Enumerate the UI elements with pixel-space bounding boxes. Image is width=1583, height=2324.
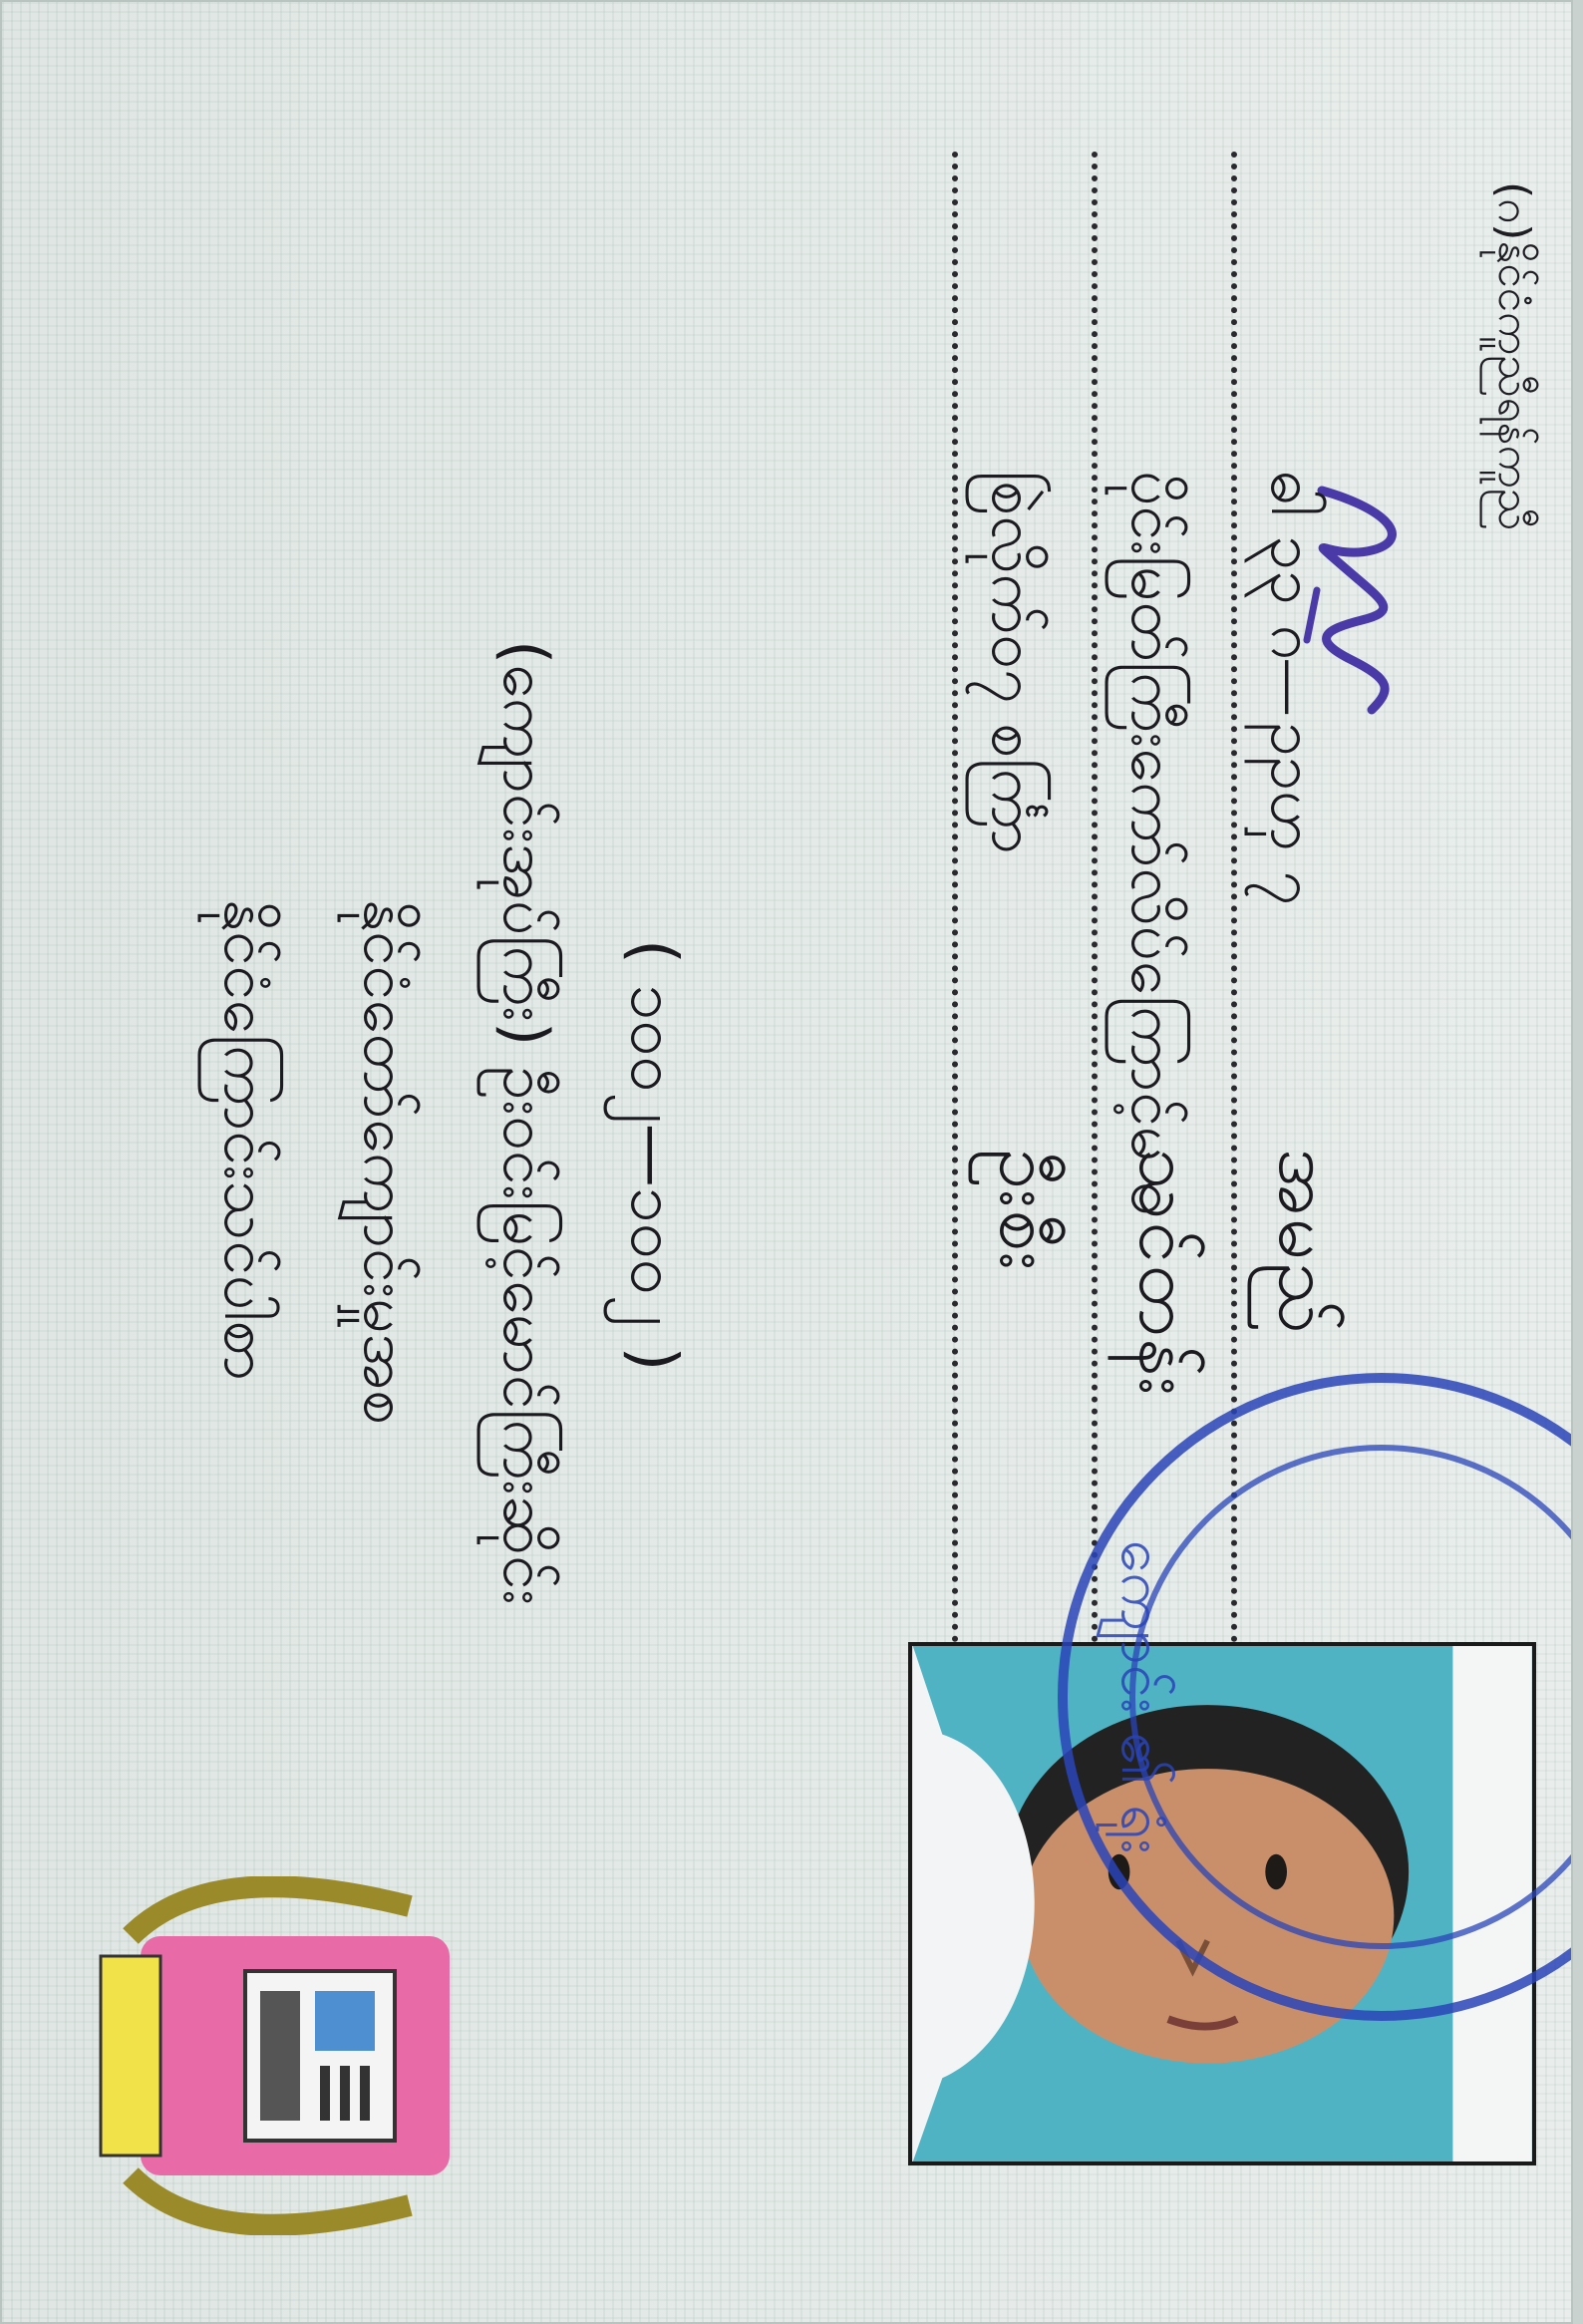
head-label: ဦးစီး (983, 1149, 1069, 1273)
course-label: သင်တန်း (1122, 1149, 1208, 1398)
name-value: ဓါ ၃၃ ဂ—ၣၣၯ ၇ (1257, 471, 1330, 906)
official-stamp (1033, 1348, 1573, 2046)
org-line-3: နိုင်ငံကြောင်းသင်ပါစာ (210, 899, 283, 1382)
head-line (952, 152, 958, 1667)
org-line-1: (ကျောင်းအုပ်ကြီး) ဦးဝင်းမြင့်မောင်ကြီးဆိုင်း (489, 640, 562, 1606)
card-header: (ဂ)နိုင်ငံကူညီရန်ကူညီ (1488, 181, 1539, 531)
org-line-2: နိုင်ငံတော်ကျောင်းမှုအစ (350, 899, 423, 1426)
course-value: ပိုင်းမြတ်ကြီးကော်လိပ်ကြောင့်မ ၀ (1117, 471, 1190, 1216)
name-label: အမည် (1262, 1149, 1348, 1336)
school-emblem (91, 1876, 489, 2235)
head-value: စြဲလိုက်ဝ၇ စင်္ကြာ (978, 471, 1051, 854)
stamp-text: ကျောင်း ၏ ရုံး (1108, 1539, 1177, 1854)
year-range: ( ၁၀၀၂—၁၀၀၂ ) (616, 939, 690, 1372)
